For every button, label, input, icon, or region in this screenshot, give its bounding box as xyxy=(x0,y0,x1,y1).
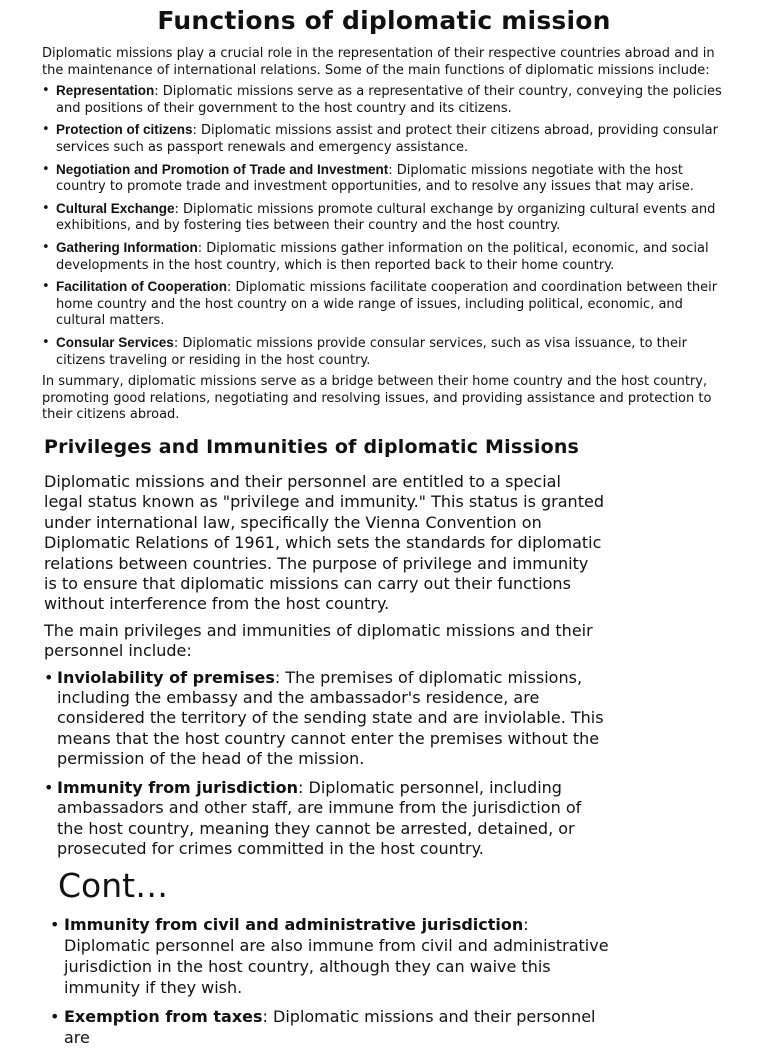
intro-paragraph: Diplomatic missions play a crucial role in the representation of their respective countries abroad and in the maintenance of international relations. Some of the main functions of diplomatic missions include: xyxy=(42,46,715,78)
item-text: : Diplomatic missions gather information on the political, economic, and social developments in the host country, which is then reported back to their home country. xyxy=(56,240,709,273)
item-term: Negotiation and Promotion of Trade and Investment xyxy=(56,161,389,177)
slide-title: Privileges and Immunities of diplomatic Missions xyxy=(44,436,580,458)
list-item xyxy=(50,1006,610,1048)
privileges-list-continued xyxy=(50,914,610,1048)
slide-title: Cont… xyxy=(58,866,169,905)
list-item xyxy=(50,914,610,998)
item-text: : Diplomatic missions facilitate cooperation and coordination between their home country and the host country on a wide range of issues, including political, economic, and cultural matters. xyxy=(56,280,718,329)
item-term: Immunity from jurisdiction xyxy=(57,777,299,797)
list-item xyxy=(42,162,722,196)
item-text: : Diplomatic missions and their personnel are xyxy=(64,1007,596,1047)
functions-list xyxy=(42,83,722,369)
item-term: Consular Services xyxy=(56,334,174,350)
slide-privileges xyxy=(0,430,768,870)
item-text: : Diplomatic missions serve as a representative of their country, conveying the policies and positions of their government to the host country and its citizens. xyxy=(56,84,722,116)
slide-continued xyxy=(0,862,768,1047)
item-text: : Diplomatic missions promote cultural exchange by organizing cultural events and exhibitions, and by fostering ties between their country and the host country. xyxy=(56,201,716,234)
item-term: Facilitation of Cooperation xyxy=(56,279,227,295)
item-term: Immunity from civil and administrative jurisdiction xyxy=(64,915,524,934)
item-text: : Diplomatic missions provide consular services, such as visa issuance, to their citizens traveling or residing in the host country. xyxy=(56,335,687,368)
item-term: Protection of citizens xyxy=(56,122,193,138)
intro-paragraph: Diplomatic missions and their personnel are entitled to a special legal status known as "privilege and immunity." This status is granted under international law, specifically the Vienna Convention on Diplomatic Relations of 1961, which sets the standards for diplomatic relations between countries. The purpose of privilege and immunity is to ensure that diplomatic missions can carry out their functions without interference from the host country. xyxy=(44,472,604,614)
list-item xyxy=(44,668,604,770)
list-item xyxy=(44,778,604,860)
slide-body xyxy=(44,472,604,867)
item-text: : Diplomatic personnel, including ambassadors and other staff, are immune from the jurisdiction of the host country, meaning they cannot be arrested, detained, or prosecuted for crimes committed in the host country. xyxy=(57,777,582,858)
list-item xyxy=(42,240,722,274)
item-text: : The premises of diplomatic missions, including the embassy and the ambassador's residence, are considered the territory of the sending state and are inviolable. This means that the host country cannot enter the premises without the permission of the head of the mission. xyxy=(57,667,604,769)
item-term: Cultural Exchange xyxy=(56,200,175,216)
slide-body xyxy=(42,46,722,428)
item-term: Inviolability of premises xyxy=(57,667,275,687)
item-term: Representation xyxy=(56,83,155,99)
slide-functions xyxy=(0,0,768,430)
list-item xyxy=(42,83,722,117)
slide-title: Functions of diplomatic mission xyxy=(157,6,611,35)
privileges-list xyxy=(44,668,604,860)
list-item xyxy=(42,122,722,156)
list-item xyxy=(42,201,722,235)
item-text: : Diplomatic missions negotiate with the host country to promote trade and investment opportunities, and to resolve any issues that may arise. xyxy=(56,162,694,195)
slide-body xyxy=(50,914,610,1056)
summary-paragraph: In summary, diplomatic missions serve as a bridge between their home country and the host country, promoting good relations, negotiating and resolving issues, and providing assistance and protection to their citizens abroad. xyxy=(42,374,712,423)
list-item xyxy=(42,335,722,369)
item-text: : Diplomatic missions assist and protect their citizens abroad, providing consular services such as passport renewals and emergency assistance. xyxy=(56,123,718,155)
item-term: Exemption from taxes xyxy=(64,1007,263,1026)
list-item xyxy=(42,279,722,330)
lead-paragraph: The main privileges and immunities of diplomatic missions and their personnel include: xyxy=(44,620,593,661)
item-term: Gathering Information xyxy=(56,239,198,255)
item-text: : Diplomatic personnel are also immune from civil and administrative jurisdiction in the host country, although they can waive this immunity if they wish. xyxy=(64,915,609,997)
